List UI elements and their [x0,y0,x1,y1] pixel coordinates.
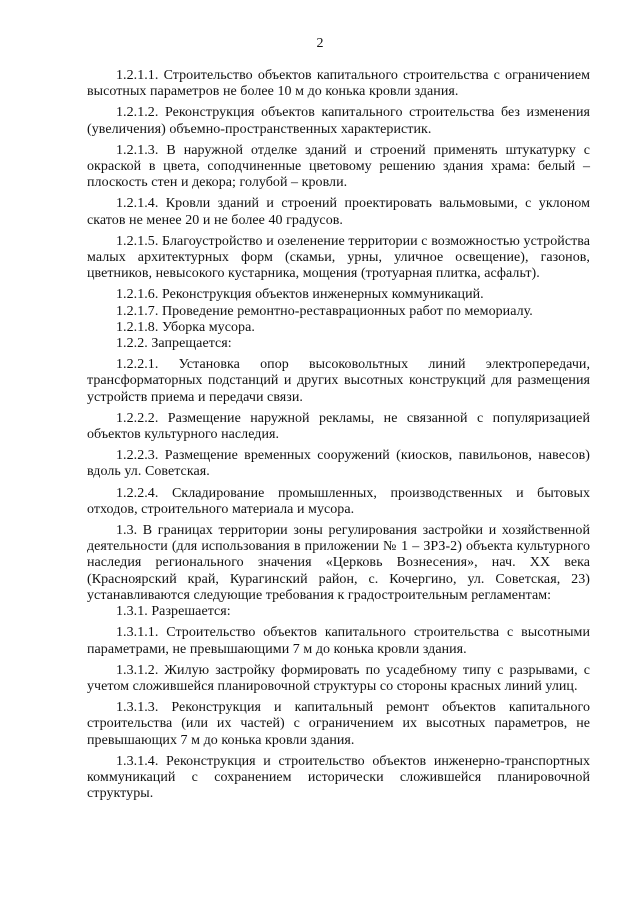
paragraph-1-2-1-8: 1.2.1.8. Уборка мусора. [116,319,255,335]
paragraph-1-2-1-3: 1.2.1.3. В наружной отделке зданий и строений применять штукатурку с окраской в цвета, соподчиненные цветовому решению здания храма: белый – плоскость стен и декора; голубой – кровли. [87,142,590,191]
paragraph-1-3-1-1: 1.3.1.1. Строительство объектов капитального строительства с высотными параметрами, не превышающими 7 м до конька кровли здания. [87,625,590,657]
paragraph-1-3: 1.3. В границах территории зоны регулирования застройки и хозяйственной деятельности (для использования в приложении № 1 – ЗРЗ-2) объекта культурного наследия регионального значения «Церковь Вознесения», нач. XX века (Красноярский край, Курагинский район, с. Кочергино, ул. Советская, 23) устанавливаются следующие требования к градостроительным регламентам: [87,523,590,603]
paragraph-1-2-2: 1.2.2. Запрещается: [116,336,232,352]
paragraph-1-2-2-3: 1.2.2.3. Размещение временных сооружений (киосков, павильонов, навесов) вдоль ул. Советская. [87,448,590,480]
paragraph-1-3-1-4: 1.3.1.4. Реконструкция и строительство объектов инженерно-транспортных коммуникаций с сохранением исторически сложившейся планировочной структуры. [87,753,590,802]
paragraph-1-2-2-2: 1.2.2.2. Размещение наружной рекламы, не связанной с популяризацией объектов культурного наследия. [87,410,590,443]
paragraph-1-2-1-4: 1.2.1.4. Кровли зданий и строений проектировать вальмовыми, с уклоном скатов не менее 20 и не более 40 градусов. [87,196,590,228]
paragraph-1-2-2-4: 1.2.2.4. Складирование промышленных, производственных и бытовых отходов, строительного материала и мусора. [87,485,590,517]
paragraph-1-2-1-2: 1.2.1.2. Реконструкция объектов капитального строительства без изменения (увеличения) объемно-пространственных характеристик. [87,105,590,137]
paragraph-1-2-1-6: 1.2.1.6. Реконструкция объектов инженерных коммуникаций. [116,287,484,303]
paragraph-1-3-1-3: 1.3.1.3. Реконструкция и капитальный ремонт объектов капитального строительства (или их частей) с ограничением их высотных параметров, не превышающих 7 м до конька кровли здания. [87,700,590,748]
paragraph-1-2-1-7: 1.2.1.7. Проведение ремонтно-реставрационных работ по мемориалу. [116,303,533,319]
paragraph-1-3-1-2: 1.3.1.2. Жилую застройку формировать по усадебному типу с разрывами, с учетом сложившейся планировочной структуры со стороны красных линий улиц. [87,662,590,694]
paragraph-1-2-2-1: 1.2.2.1. Установка опор высоковольтных линий электропередачи, трансформаторных подстанций и других высотных конструкций для размещения устройств приема и передачи связи. [87,357,590,405]
page-number: 2 [316,36,324,51]
document-body [87,68,590,802]
paragraph-1-2-1-1: 1.2.1.1. Строительство объектов капитального строительства с ограничением высотных параметров не более 10 м до конька кровли здания. [87,68,590,100]
paragraph-1-2-1-5: 1.2.1.5. Благоустройство и озеленение территории с возможностью устройства малых архитектурных форм (скамьи, урны, уличное освещение), газонов, цветников, невысокого кустарника, мощения (тротуарная плитка, асфальт). [87,233,590,282]
paragraph-1-3-1: 1.3.1. Разрешается: [116,604,231,620]
